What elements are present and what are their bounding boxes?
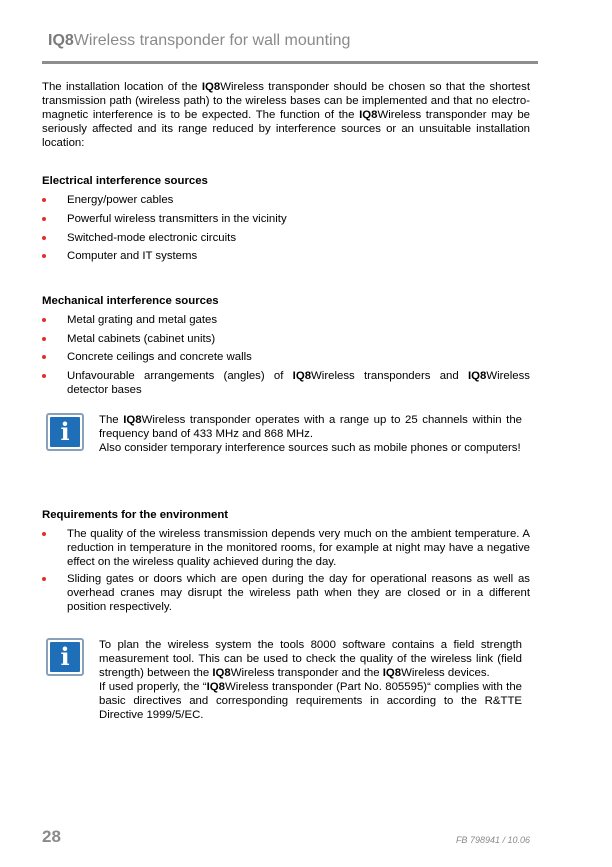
- page-header-title: [48, 32, 350, 50]
- bullet-icon: [42, 374, 46, 378]
- intro-brand-1: IQ8: [201, 81, 221, 93]
- info-note-field-strength: To plan the wireless system the tools 8000 software contains a field strength measurement tool. This can be used to check the quality of the wireless link (field strength) between the IQ8Wireless transponder and the IQ8Wireless devices. If used properly, the “IQ8Wireless transponder (Part No. 805595)“ complies with the basic directives and corresponding requirements in according to the R&TTE Directive 1999/5/EC.: [99, 639, 522, 721]
- bullet-icon: [42, 318, 46, 322]
- environment-heading: Requirements for the environment: [42, 509, 229, 521]
- bullet-icon: [42, 217, 46, 221]
- bullet-icon: [42, 532, 46, 536]
- bullet-icon: [42, 577, 46, 581]
- mechanical-heading: Mechanical interference sources: [42, 295, 219, 307]
- bullet-icon: [42, 337, 46, 341]
- intro-text-2: Wireless transponder should be chosen so that the shortest transmission path (wireless path) to the wireless bases can be implemented and that no electro-magnetic interference is to be expected. The function of the: [42, 81, 531, 121]
- bullet-icon: [42, 355, 46, 359]
- info-icon: i: [46, 413, 84, 451]
- document-reference: FB 798941 / 10.06: [455, 835, 530, 845]
- intro-paragraph: [42, 80, 530, 150]
- intro-text-3: Wireless transponder may be seriously affected and its range reduced by interference sources or an unsuitable installation location:: [42, 109, 530, 149]
- page-number: 28: [42, 827, 61, 846]
- info-icon: i: [46, 638, 84, 676]
- header-brand: IQ8: [48, 32, 74, 49]
- bullet-icon: [42, 254, 46, 258]
- intro-text-1: The installation location of the: [42, 81, 202, 93]
- header-divider: [42, 61, 538, 64]
- bullet-icon: [42, 236, 46, 240]
- info-note-channels: The IQ8Wireless transponder operates with a range up to 25 channels within the frequency band of 433 MHz and 868 MHz. Also consider temporary interference sources such as mobile phones or computers!: [99, 414, 522, 454]
- bullet-icon: [42, 198, 46, 202]
- header-title-text: Wireless transponder for wall mounting: [73, 32, 351, 49]
- electrical-heading: Electrical interference sources: [42, 175, 208, 187]
- intro-brand-2: IQ8: [359, 109, 378, 121]
